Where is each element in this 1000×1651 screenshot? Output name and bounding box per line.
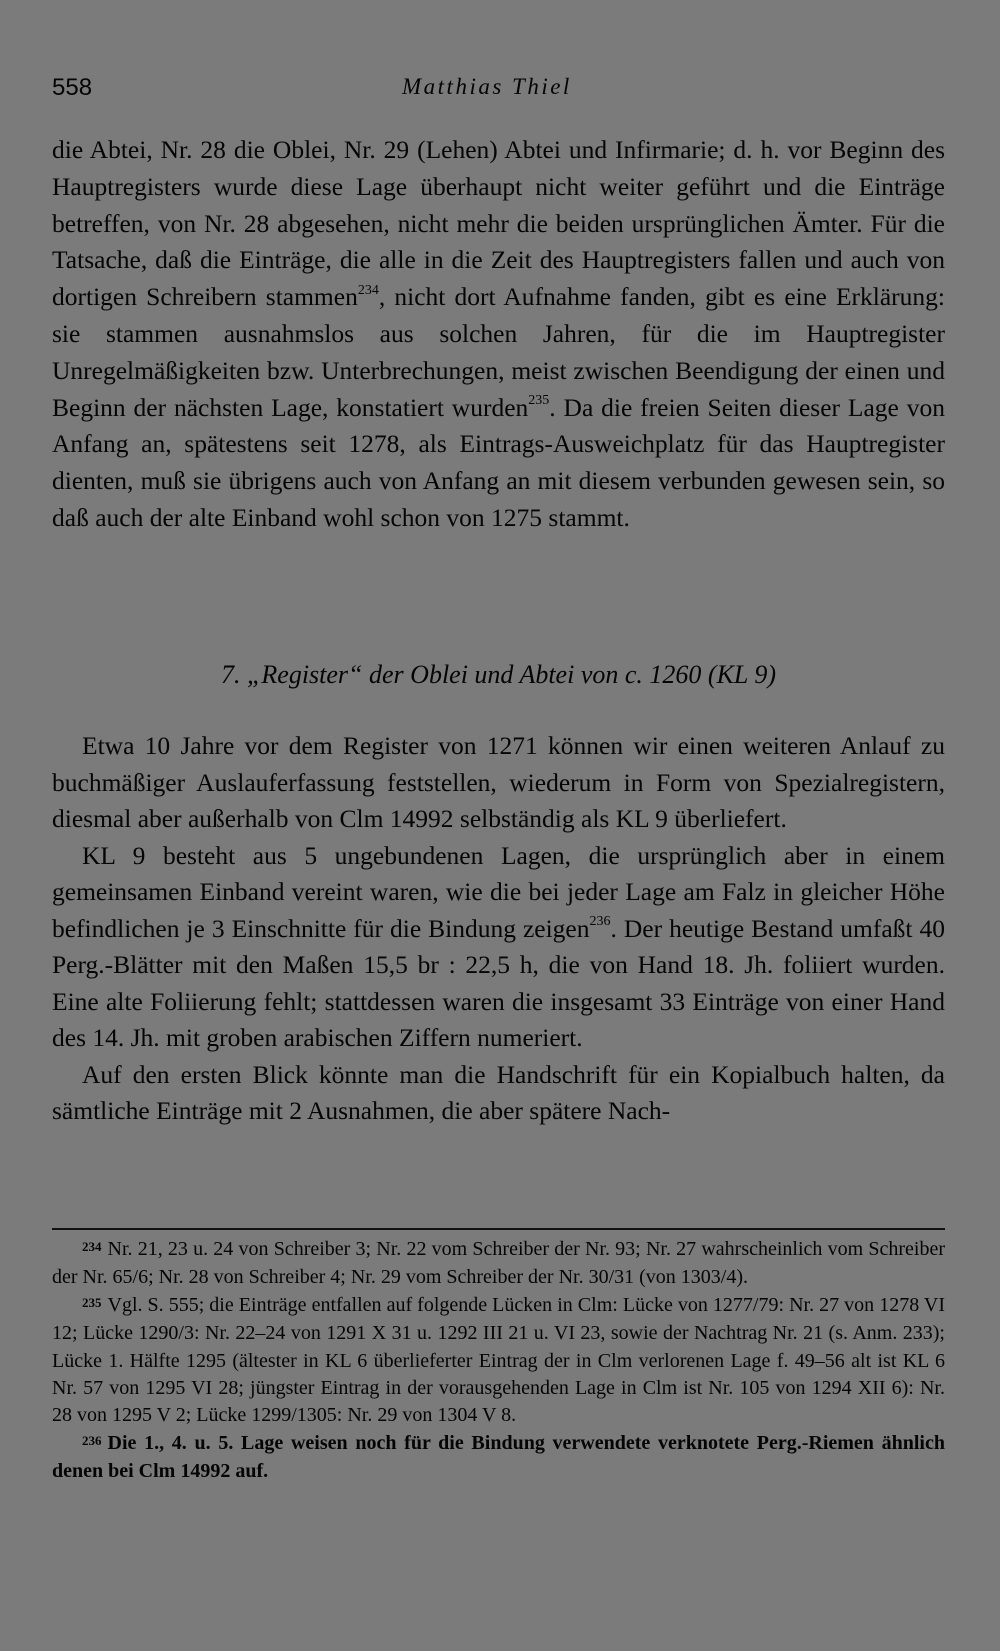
paragraph [52, 1057, 945, 1130]
footnote-number: 235 [82, 1294, 102, 1310]
paragraph-text: , nicht dort Aufnahme fanden, gibt es eine Erklärung: sie stammen ausnahmslos aus solchen Jahren, für die im Hauptregister Unregelmäßigkeiten bzw. Unterbrechungen, meist zwischen Beendigung der einen und Beginn der nächsten Lage, konstatiert wurden [52, 282, 946, 422]
footnote-number: 234 [82, 1239, 102, 1254]
paragraph-text: . Da die freien Seiten dieser Lage von Anfang an, spätestens seit 1278, als Eintrags-Ausweichplatz für das Hauptregister dienten, muß sie übrigens auch von Anfang an mit diesem verbunden gewesen sein, so daß auch der alte Einband wohl schon von 1275 stammt. [52, 392, 945, 532]
paragraph-text: . Der heutige Bestand umfaßt 40 Perg.-Blätter mit den Maßen 15,5 br : 22,5 h, die von Hand 18. Jh. foliiert wurden. Eine alte Foliierung fehlt; stattdessen waren die insgesamt 33 Einträge von einer Hand des 14. Jh. mit groben arabischen Ziffern numeriert. [52, 913, 945, 1052]
paragraph-text: die Abtei, Nr. 28 die Oblei, Nr. 29 (Lehen) Abtei und Infirmarie; d. h. vor Beginn des Hauptregisters wurde diese Lage überhaupt nicht weiter geführt und die Einträge betreffen, von Nr. 28 abgesehen, nicht mehr die beiden ursprünglichen Ämter. Für die Tatsache, daß die Einträge, die alle in die Zeit des Hauptregisters fallen und auch von dortigen Schreibern stammen [52, 135, 945, 312]
footnote-text: Nr. 21, 23 u. 24 von Schreiber 3; Nr. 22 vom Schreiber der Nr. 93; Nr. 27 wahrscheinlich vom Schreiber der Nr. 65/6; Nr. 28 von Schreiber 4; Nr. 29 vom Schreiber der Nr. 30/31 (von 1303/4). [52, 1238, 945, 1289]
footnotes [52, 1236, 945, 1486]
paragraph-text: Auf den ersten Blick könnte man die Handschrift für ein Kopialbuch halten, da sämtliche Einträge mit 2 Ausnahmen, die aber spätere Nach- [52, 1059, 945, 1125]
body-text-section [52, 728, 945, 1130]
running-head: Matthias Thiel [402, 74, 572, 99]
footnote-number: 236 [82, 1432, 102, 1448]
footnote-234 [52, 1236, 945, 1292]
page-header [52, 74, 945, 114]
footnote-235 [52, 1292, 945, 1430]
paragraph-text: Etwa 10 Jahre vor dem Register von 1271 können wir einen weiteren Anlauf zu buchmäßiger Auslauferfassung feststellen, wiederum in Form von Spezialregistern, diesmal aber außerhalb von Clm 14992 selbständig als KL 9 überliefert. [52, 731, 945, 833]
footnote-ref-236: 236 [589, 914, 611, 929]
paragraph [52, 728, 945, 838]
paragraph-continuation [52, 132, 945, 537]
page-number: 558 [52, 74, 93, 101]
footnote-ref-234: 234 [357, 282, 379, 298]
footnote-divider [52, 1228, 945, 1230]
footnote-text: Vgl. S. 555; die Einträge entfallen auf folgende Lücken in Clm: Lücke von 1277/79: Nr. 27 von 1278 VI 12; Lücke 1290/3: Nr. 22–24 von 1291 X 31 u. 1292 III 21 u. VI 23, sowie der Nachtrag Nr. 21 (s. Anm. 233); Lücke 1. Hälfte 1295 (ältester in KL 6 überlieferter Eintrag der in Clm verlorenen Lage f. 49–56 alt ist KL 6 Nr. 57 von 1295 VI 28; jüngster Eintrag in der vorausgehenden Lage in Clm ist Nr. 105 von 1294 XII 6): Nr. 28 von 1295 V 2; Lücke 1299/1305: Nr. 29 von 1304 V 8. [52, 1293, 945, 1427]
footnote-text: Die 1., 4. u. 5. Lage weisen noch für die Bindung verwendete verknotete Perg.-Riemen ähnlich denen bei Clm 14992 auf. [52, 1431, 945, 1483]
section-heading: 7. „Register“ der Oblei und Abtei von c. 1260 (KL 9) [220, 660, 777, 689]
body-text-top [52, 132, 945, 537]
paragraph-text: KL 9 besteht aus 5 ungebundenen Lagen, die ursprünglich aber in einem gemeinsamen Einband vereint waren, wie die bei jeder Lage am Falz in gleicher Höhe befindlichen je 3 Einschnitte für die Bindung zeigen [52, 840, 945, 943]
footnote-ref-235: 235 [528, 393, 550, 409]
footnote-236 [52, 1430, 945, 1486]
paragraph [52, 838, 945, 1057]
